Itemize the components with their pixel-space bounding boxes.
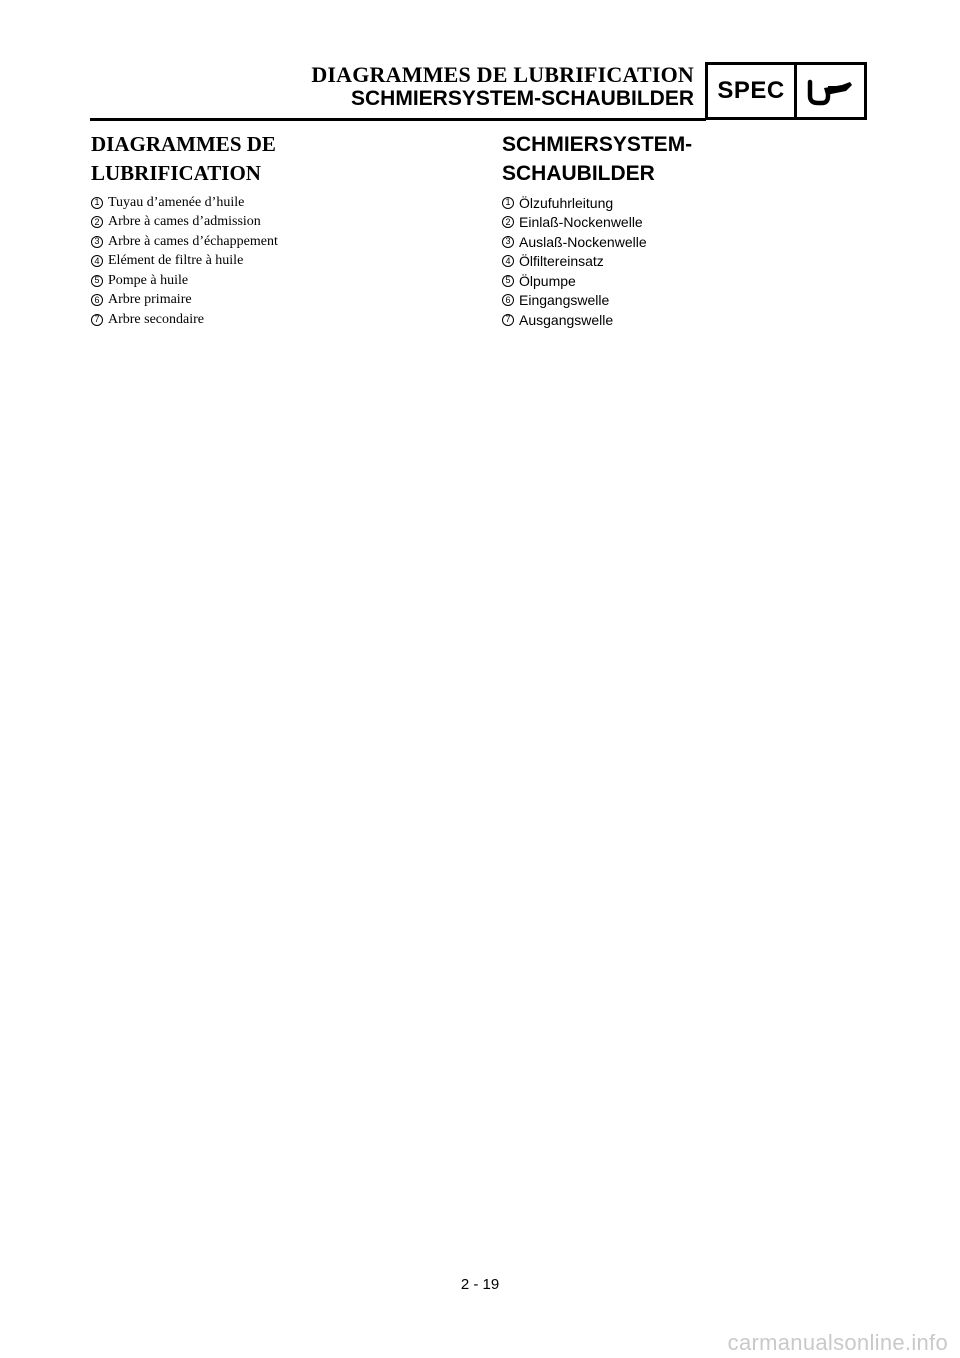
item-label: Pompe à huile bbox=[108, 272, 189, 288]
item-label: Eingangswelle bbox=[519, 292, 610, 309]
header-rule bbox=[90, 118, 706, 121]
item-label: Elément de filtre à huile bbox=[108, 253, 244, 269]
section-heading-fr bbox=[91, 130, 471, 188]
list-item bbox=[502, 271, 882, 291]
list-item bbox=[91, 193, 471, 213]
list-item bbox=[502, 252, 882, 272]
item-label: Ölfiltereinsatz bbox=[519, 253, 604, 270]
list-item bbox=[502, 291, 882, 311]
list-item bbox=[502, 232, 882, 252]
heading-line-1: DIAGRAMMES DE bbox=[91, 132, 276, 156]
item-number: 7 bbox=[502, 314, 514, 326]
list-item bbox=[502, 193, 882, 213]
item-label: Arbre secondaire bbox=[108, 311, 205, 327]
list-item bbox=[91, 291, 471, 311]
item-number: 1 bbox=[502, 197, 514, 209]
item-number: 7 bbox=[91, 314, 103, 326]
list-item bbox=[502, 310, 882, 330]
item-number: 5 bbox=[502, 275, 514, 287]
column-german bbox=[502, 130, 882, 330]
list-item bbox=[502, 213, 882, 233]
item-number: 6 bbox=[502, 294, 514, 306]
list-item bbox=[91, 213, 471, 233]
item-number: 1 bbox=[91, 197, 103, 209]
legend-list-de bbox=[502, 193, 882, 330]
item-label: Ölzufuhrleitung bbox=[519, 194, 614, 211]
item-number: 6 bbox=[91, 294, 103, 306]
spec-label: SPEC bbox=[708, 65, 797, 117]
item-label: Tuyau d’amenée d’huile bbox=[108, 194, 245, 210]
item-number: 3 bbox=[91, 236, 103, 248]
item-label: Ölpumpe bbox=[519, 272, 576, 289]
list-item bbox=[91, 310, 471, 330]
item-number: 5 bbox=[91, 275, 103, 287]
item-number: 4 bbox=[502, 255, 514, 267]
item-number: 3 bbox=[502, 236, 514, 248]
list-item bbox=[91, 271, 471, 291]
watermark: carmanualsonline.info bbox=[727, 1330, 948, 1355]
list-item bbox=[91, 232, 471, 252]
item-label: Einlaß-Nockenwelle bbox=[519, 214, 643, 231]
column-french bbox=[91, 130, 471, 330]
legend-list-fr bbox=[91, 193, 471, 330]
heading-line-2: SCHAUBILDER bbox=[502, 162, 655, 185]
heading-line-2: LUBRIFICATION bbox=[91, 161, 261, 185]
oil-can-icon bbox=[797, 65, 864, 117]
item-label: Auslaß-Nockenwelle bbox=[519, 233, 647, 250]
item-number: 2 bbox=[502, 216, 514, 228]
list-item bbox=[91, 252, 471, 272]
page-number: 2 - 19 bbox=[460, 1276, 500, 1293]
header-title-fr: DIAGRAMMES DE LUBRIFICATION bbox=[311, 62, 694, 87]
item-label: Ausgangswelle bbox=[519, 311, 614, 328]
item-label: Arbre primaire bbox=[108, 292, 192, 308]
item-label: Arbre à cames d’admission bbox=[108, 214, 261, 230]
item-label: Arbre à cames d’échappement bbox=[108, 233, 278, 249]
spec-box bbox=[705, 62, 867, 120]
section-heading-de bbox=[502, 130, 882, 188]
header-title-de: SCHMIERSYSTEM-SCHAUBILDER bbox=[350, 87, 694, 110]
item-number: 4 bbox=[91, 255, 103, 267]
heading-line-1: SCHMIERSYSTEM- bbox=[502, 133, 693, 156]
item-number: 2 bbox=[91, 216, 103, 228]
